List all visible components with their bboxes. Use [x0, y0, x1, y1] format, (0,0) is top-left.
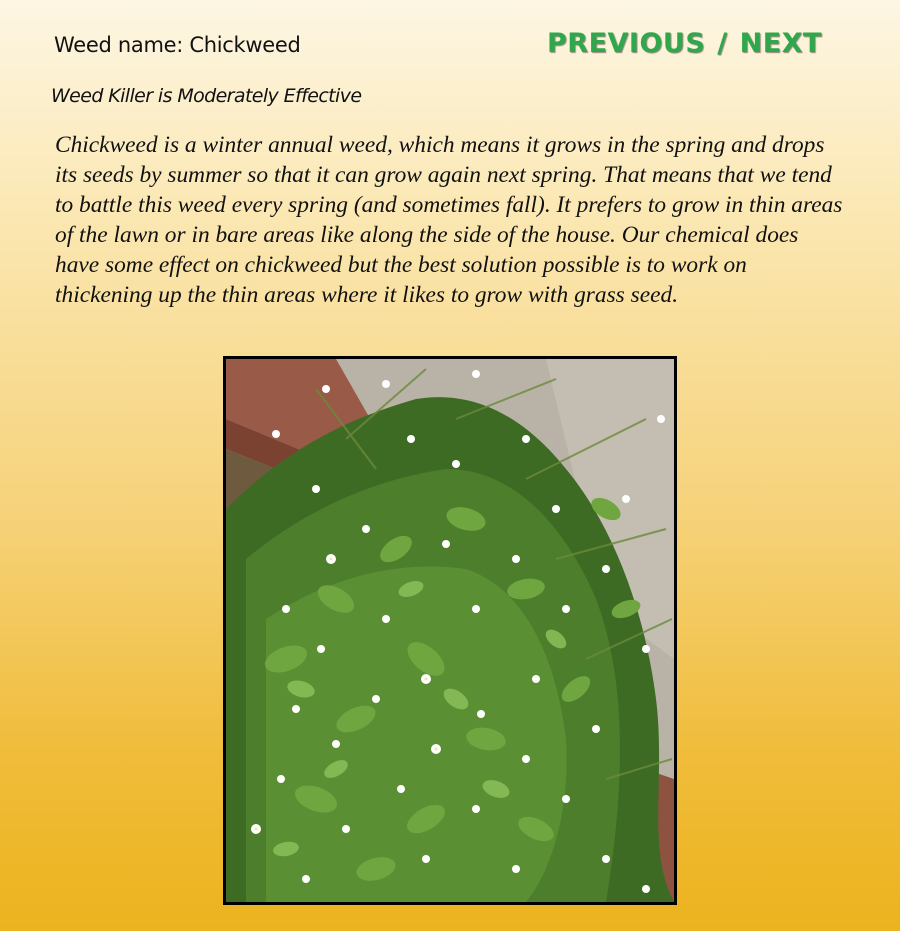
- effectiveness-rating: Weed Killer is Moderately Effective: [51, 85, 362, 107]
- chickweed-photo-illustration: [226, 359, 674, 902]
- chickweed-photo: [223, 356, 677, 905]
- previous-link[interactable]: PREVIOUS: [547, 28, 706, 59]
- weed-description: Chickweed is a winter annual weed, which means it grows in the spring and drops its seeds by summer so that it can grow again next spring. That means that we tend to battle this weed every spring (and sometimes fall). It prefers to grow in thin areas of the lawn or in bare areas like along the side of the house. Our chemical does have some effect on chickweed but the best solution possible is to work on thickening up the thin areas where it likes to grow with grass seed.: [55, 132, 843, 308]
- page-navigation: [547, 28, 822, 59]
- next-link[interactable]: NEXT: [739, 28, 822, 59]
- nav-separator: /: [717, 28, 728, 59]
- weed-name-label: Weed name: Chickweed: [54, 33, 301, 57]
